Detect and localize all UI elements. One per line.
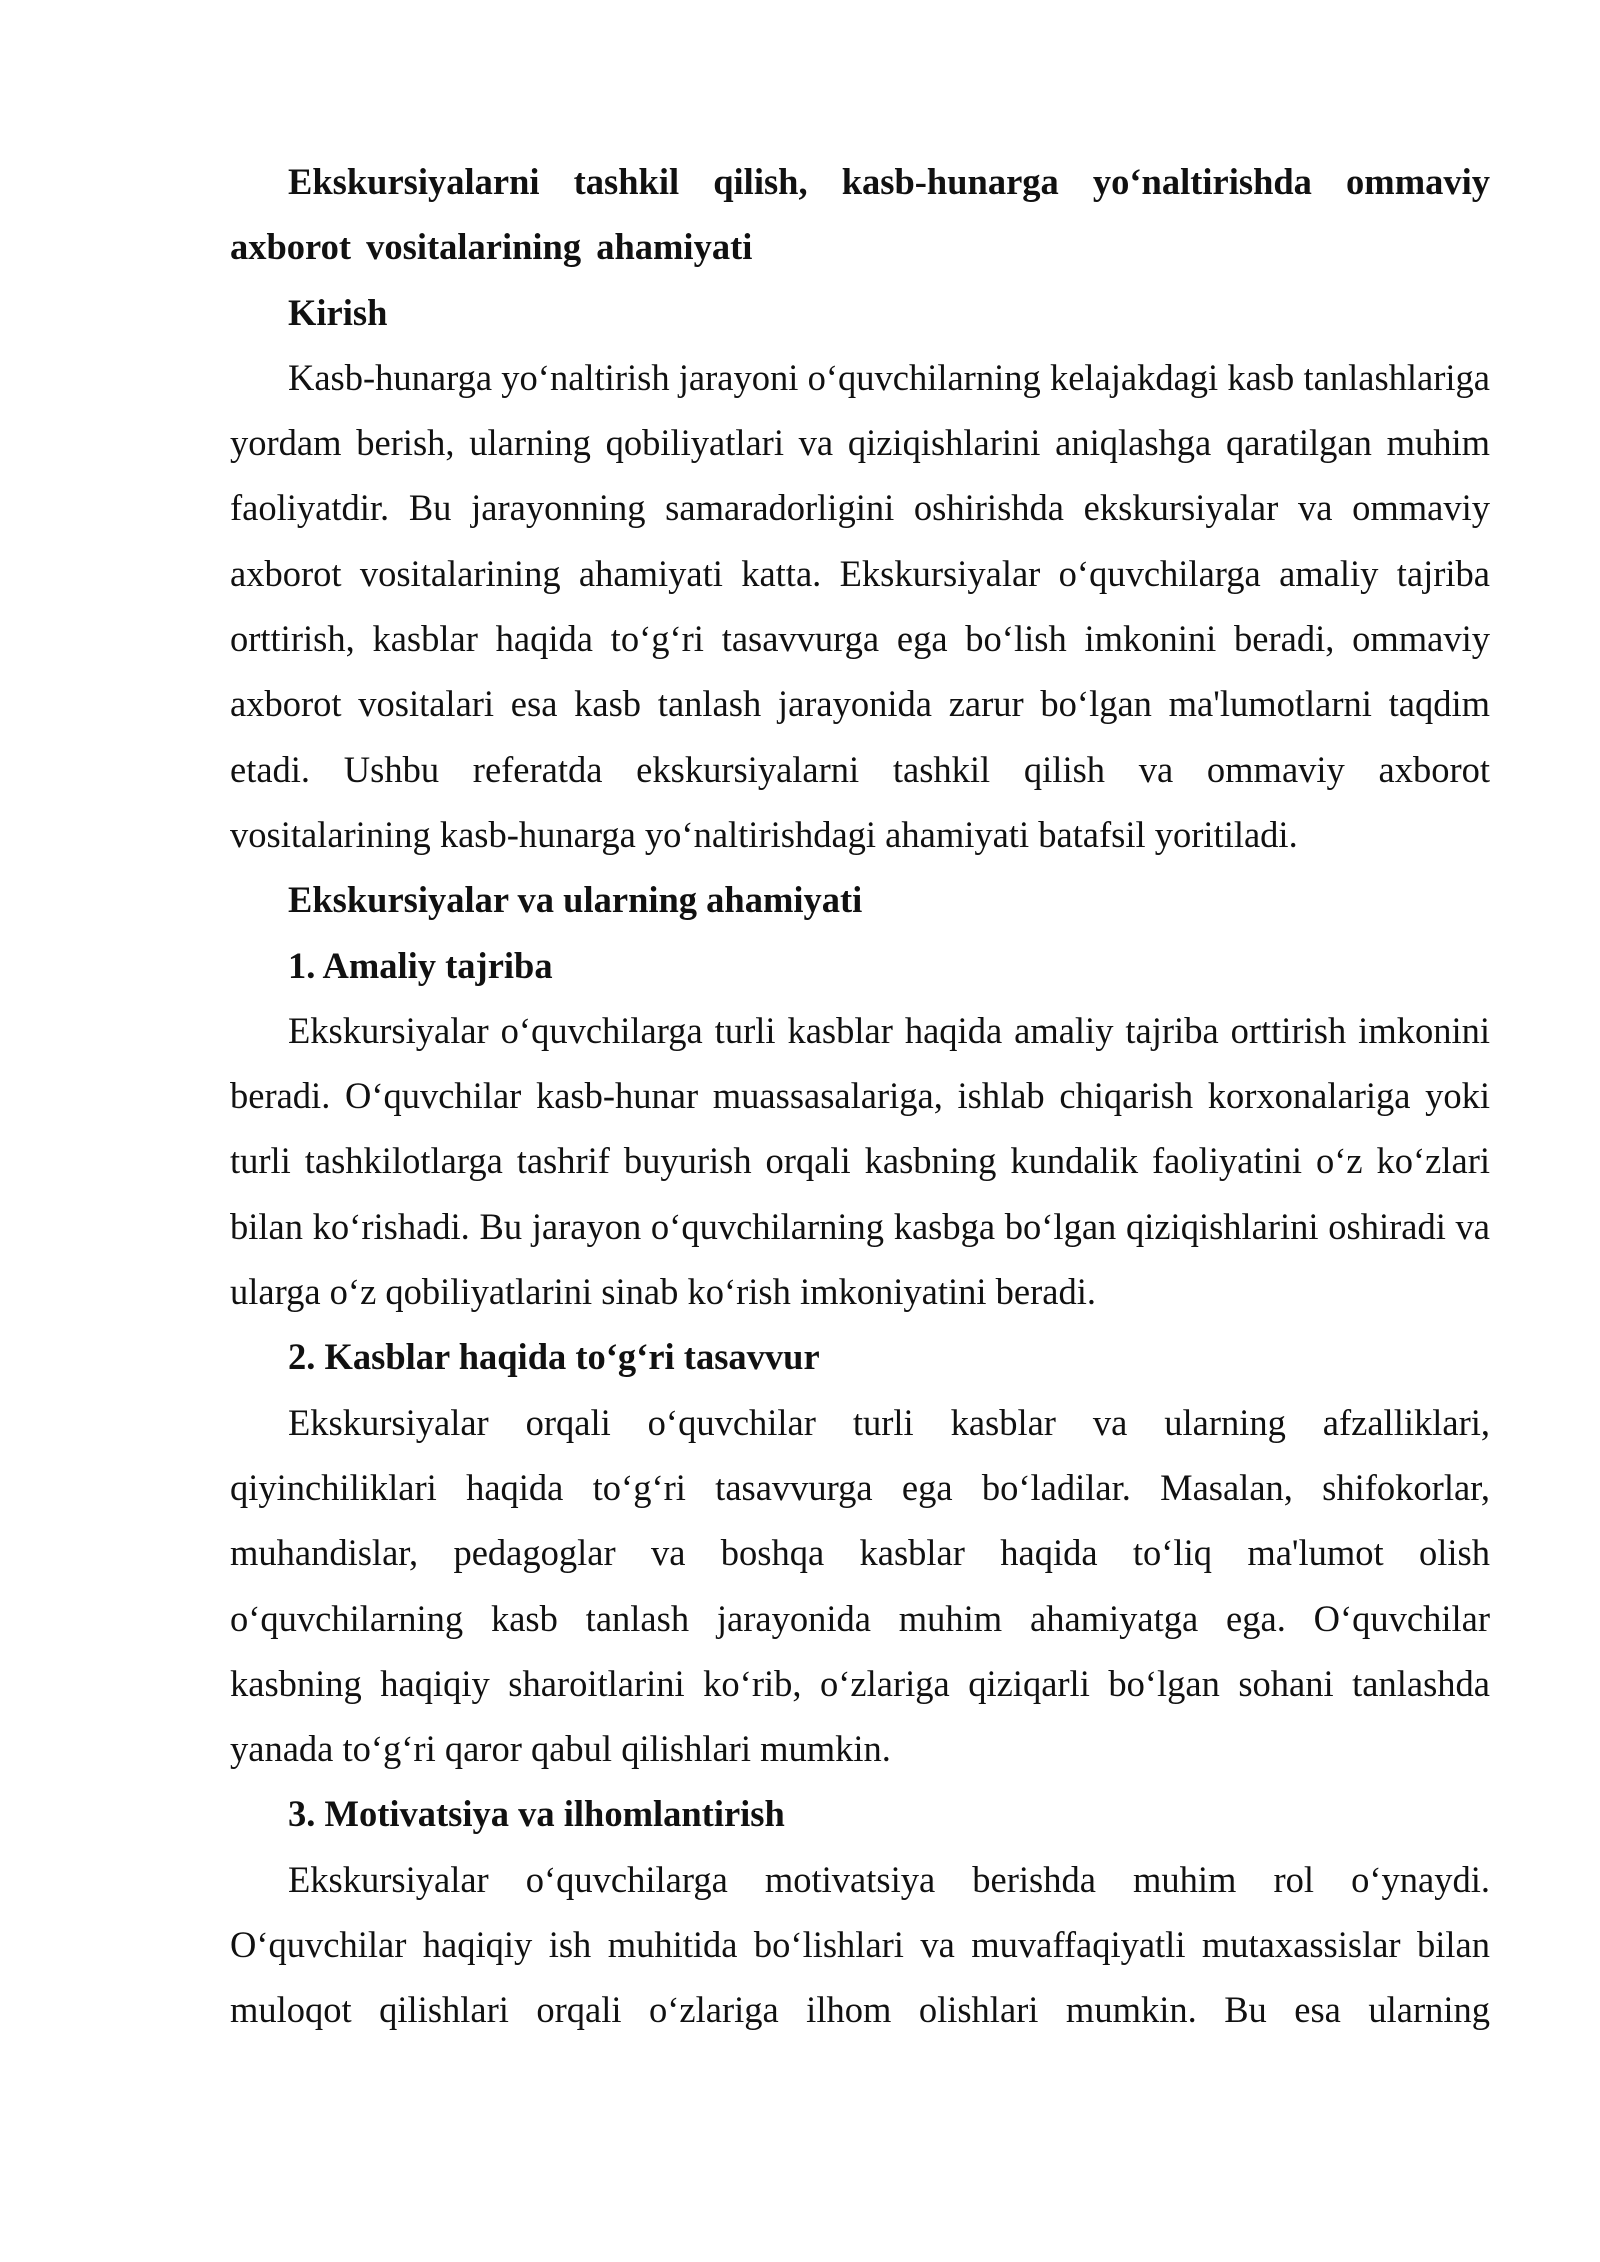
subsection-paragraph-3: Ekskursiyalar o‘quvchilarga motivatsiya berishda muhim rol o‘ynaydi. O‘quvchilar haqiqiy ish muhitida bo‘lishlari va muvaffaqiyatli mutaxassislar bilan muloqot qilishlari orqali o‘zlariga ilhom olishlari mumkin. Bu esa ularning [230, 1858, 1490, 2031]
intro-paragraph: Kasb-hunarga yo‘naltirish jarayoni o‘quvchilarning kelajakdagi kasb tanlashlariga yordam berish, ularning qobiliyatlari va qiziqishlarini aniqlashga qaratilgan muhim faoliyatdir. Bu jarayonning samaradorligini oshirishda ekskursiyalar va ommaviy axborot vositalarining ahamiyati katta. Ekskursiyalar o‘quvchilarga amaliy tajriba orttirish, kasblar haqida to‘g‘ri tasavvurga ega bo‘lish imkonini beradi, ommaviy axborot vositalari esa kasb tanlash jarayonida zarur bo‘lgan ma'lumotlarni taqdim etadi. Ushbu referatda ekskursiyalarni tashkil qilish va ommaviy axborot vositalarining kasb-hunarga yo‘naltirishdagi ahamiyati batafsil yoritiladi. [230, 356, 1490, 855]
subsection-paragraph-2: Ekskursiyalar orqali o‘quvchilar turli kasblar va ularning afzalliklari, qiyinchiliklari haqida to‘g‘ri tasavvurga ega bo‘ladilar. Masalan, shifokorlar, muhandislar, pedagoglar va boshqa kasblar haqida to‘liq ma'lumot olish o‘quvchilarning kasb tanlash jarayonida muhim ahamiyatga ega. O‘quvchilar kasbning haqiqiy sharoitlarini ko‘rib, o‘zlariga qiziqarli bo‘lgan sohani tanlashda yanada to‘g‘ri qaror qabul qilishlari mumkin. [230, 1401, 1490, 1770]
subsection-heading-3: 3. Motivatsiya va ilhomlantirish [288, 1793, 785, 1835]
subsection-heading-1: 1. Amaliy tajriba [288, 944, 553, 986]
document-title: Ekskursiyalarni tashkil qilish, kasb-hunarga yo‘naltirishda ommaviy axborot vositalarining ahamiyati [230, 161, 1490, 268]
intro-heading: Kirish [288, 291, 388, 333]
document-page [230, 149, 1490, 2043]
subsection-heading-2: 2. Kasblar haqida to‘g‘ri tasavvur [288, 1336, 820, 1378]
subsection-paragraph-1: Ekskursiyalar o‘quvchilarga turli kasblar haqida amaliy tajriba orttirish imkonini beradi. O‘quvchilar kasb-hunar muassasalariga, ishlab chiqarish korxonalariga yoki turli tashkilotlarga tashrif buyurish orqali kasbning kundalik faoliyatini o‘z ko‘zlari bilan ko‘rishadi. Bu jarayon o‘quvchilarning kasbga bo‘lgan qiziqishlarini oshiradi va ularga o‘z qobiliyatlarini sinab ko‘rish imkoniyatini beradi. [230, 1009, 1490, 1313]
section-heading: Ekskursiyalar va ularning ahamiyati [288, 879, 863, 921]
